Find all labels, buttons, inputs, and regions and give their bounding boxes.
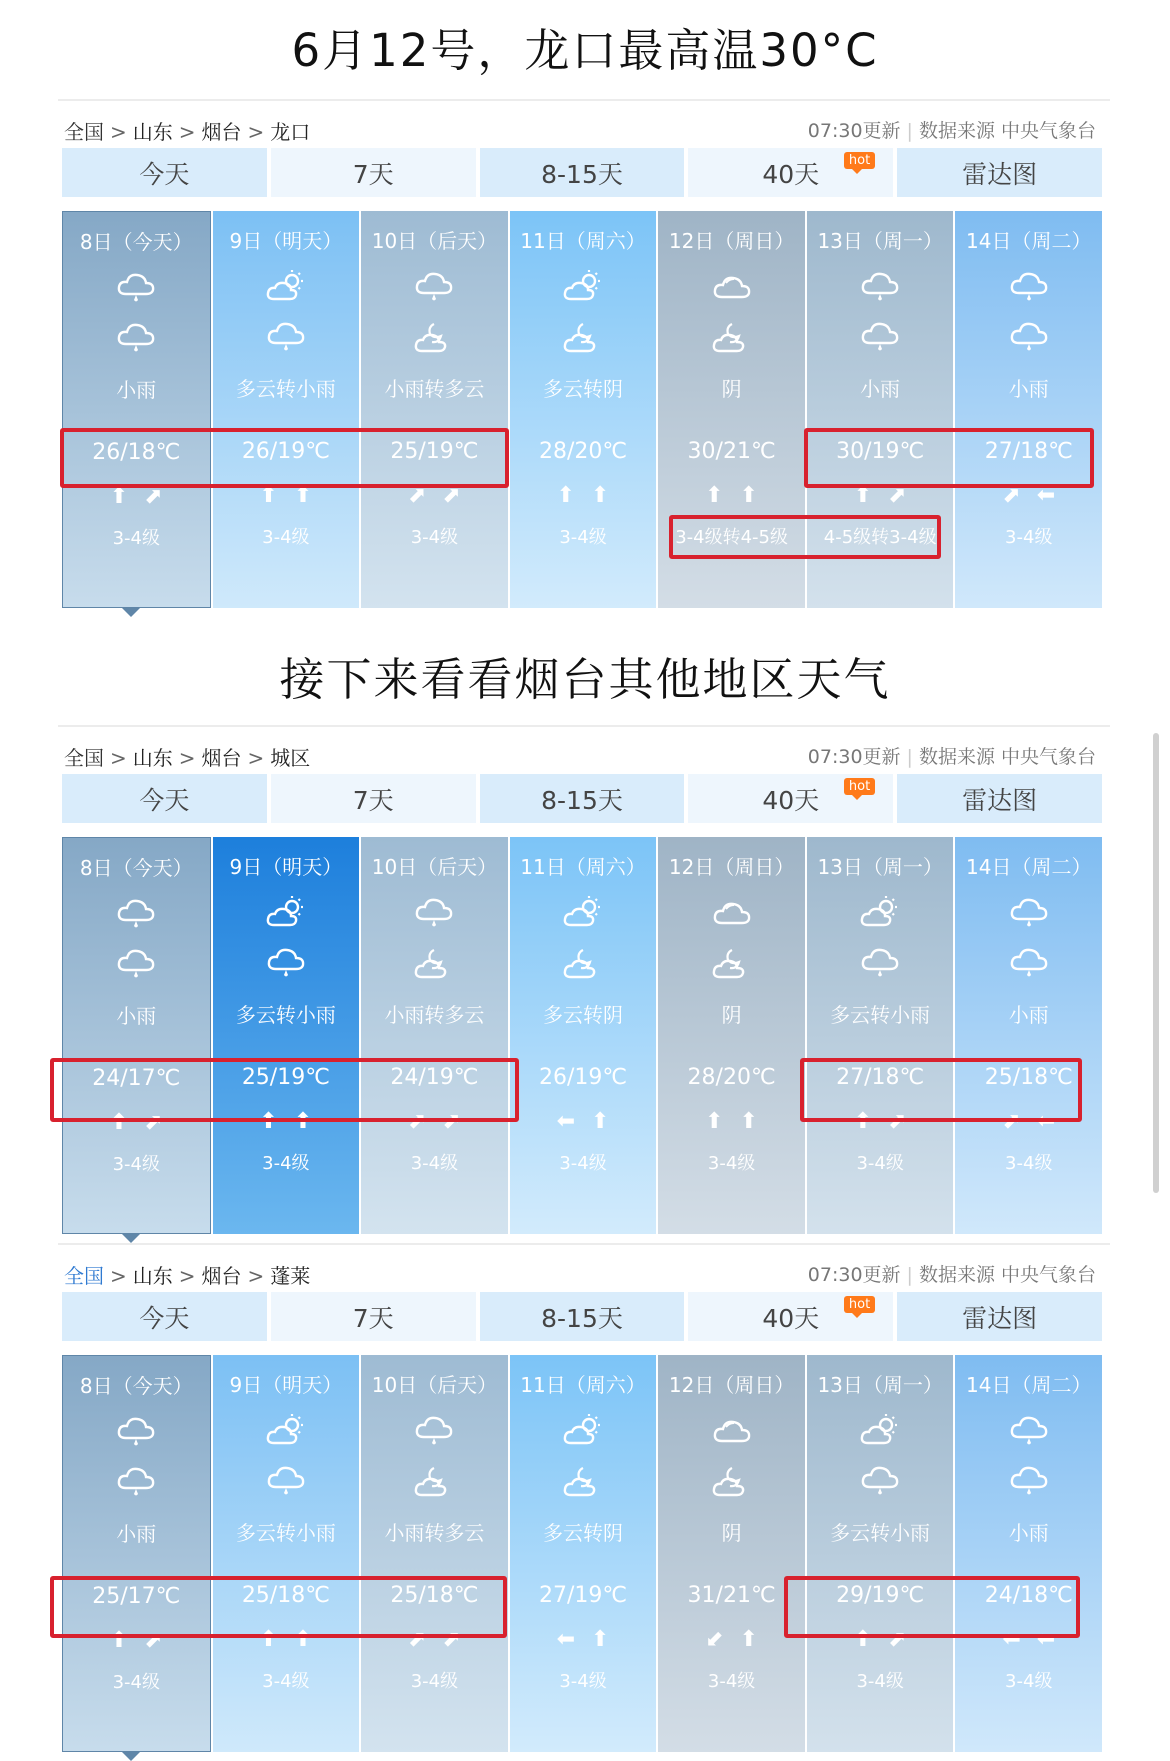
- wind-direction-icon: ⬆⬆: [705, 483, 775, 508]
- breadcrumb-row: [62, 100, 1102, 148]
- weather-description: 小雨: [1008, 1003, 1049, 1027]
- weather-description: 小雨: [860, 377, 901, 401]
- tab-item[interactable]: [271, 148, 476, 197]
- day-card[interactable]: [955, 837, 1102, 1234]
- temperature-range: 25/18℃: [984, 1065, 1073, 1090]
- breadcrumb-item[interactable]: 烟台: [201, 120, 242, 144]
- day-date: 9日（明天）: [229, 1373, 343, 1397]
- partly-cloudy-icon: [264, 895, 308, 931]
- breadcrumb-row: [62, 726, 1102, 774]
- tab-label: 40天: [762, 159, 820, 189]
- rain-cloud-icon: [264, 319, 308, 355]
- day-card[interactable]: [658, 1355, 805, 1752]
- tab-item[interactable]: [62, 774, 267, 823]
- rain-cloud-icon: [858, 945, 902, 981]
- tab-label: 7天: [352, 159, 394, 189]
- temperature-range: 25/17℃: [92, 1584, 181, 1609]
- forecast-tabs: [62, 1292, 1102, 1341]
- rain-cloud-icon: [858, 1463, 902, 1499]
- rain-cloud-icon: [1007, 895, 1051, 931]
- rain-cloud-icon: [114, 1464, 158, 1500]
- temperature-range: 28/20℃: [687, 1065, 776, 1090]
- wind-level: 3-4级: [112, 1154, 160, 1175]
- rain-cloud-icon: [1007, 319, 1051, 355]
- day-date: 12日（周日）: [668, 855, 795, 879]
- temperature-range: 24/17℃: [92, 1066, 181, 1091]
- wind-direction-icon: ⬈⬈: [408, 1627, 477, 1652]
- wind-direction-icon: ⬆⬆: [259, 1109, 329, 1134]
- wind-level: 3-4级: [262, 1671, 310, 1692]
- breadcrumb: [64, 1260, 310, 1289]
- day-date: 13日（周一）: [817, 1373, 943, 1397]
- temperature-range: 25/19℃: [390, 439, 479, 464]
- wind-level: 3-4级: [559, 1153, 607, 1174]
- breadcrumb-separator: >: [247, 746, 265, 770]
- weather-description: 多云转小雨: [830, 1521, 931, 1545]
- wind-level: 3-4级: [856, 1153, 904, 1174]
- temperature-range: 26/19℃: [241, 439, 330, 464]
- night-cloudy-icon: [412, 1463, 456, 1499]
- headline-middle: 接下来看看烟台其他地区天气: [279, 653, 891, 706]
- breadcrumb: [64, 742, 310, 771]
- day-date: 8日（今天）: [79, 1374, 193, 1398]
- tab-item[interactable]: [271, 774, 476, 823]
- rain-cloud-icon: [1007, 1413, 1051, 1449]
- wind-level: 3-4级: [410, 1153, 459, 1174]
- tab-item[interactable]: [897, 1292, 1102, 1341]
- rain-cloud-icon: [114, 1414, 158, 1450]
- forecast-tabs: [62, 774, 1102, 823]
- rain-cloud-icon: [412, 895, 456, 931]
- day-date: 10日（后天）: [371, 855, 498, 879]
- rain-cloud-icon: [114, 270, 158, 306]
- wind-level: 3-4级: [262, 1153, 310, 1174]
- tab-item[interactable]: [271, 1292, 476, 1341]
- breadcrumb-separator: >: [178, 746, 196, 770]
- breadcrumb-item[interactable]: 全国: [64, 120, 104, 144]
- wind-direction-icon: ⬈⬅: [1002, 1109, 1072, 1134]
- tab-item[interactable]: [480, 1292, 685, 1341]
- day-date: 8日（今天）: [79, 230, 193, 254]
- day-card[interactable]: [62, 837, 211, 1234]
- day-date: 9日（明天）: [229, 229, 343, 253]
- temperature-range: 27/19℃: [538, 1583, 628, 1608]
- divider: |: [906, 1264, 913, 1286]
- wind-level: 4-5级转3-4级: [823, 527, 937, 548]
- day-date: 13日（周一）: [817, 855, 943, 879]
- wind-direction-icon: ⬆⬆: [705, 1109, 775, 1134]
- forecast-panel: [62, 100, 1102, 608]
- day-date: 14日（周二）: [966, 1373, 1092, 1397]
- temperature-range: 27/18℃: [836, 1065, 925, 1090]
- day-card[interactable]: [62, 211, 211, 608]
- day-date: 10日（后天）: [371, 1373, 498, 1397]
- breadcrumb-separator: >: [110, 746, 127, 770]
- wind-direction-icon: ⬅⬆: [556, 1627, 626, 1652]
- night-cloudy-icon: [561, 1463, 605, 1499]
- highlight-box: [60, 428, 509, 488]
- temperature-range: 28/20℃: [538, 439, 628, 464]
- temperature-range: 26/19℃: [538, 1065, 628, 1090]
- temperature-range: 25/18℃: [241, 1583, 330, 1608]
- update-time: 07:30更新: [807, 746, 901, 768]
- forecast-panel: [62, 726, 1102, 1234]
- night-cloudy-icon: [710, 945, 754, 981]
- day-date: 13日（周一）: [817, 229, 943, 253]
- day-card[interactable]: [510, 837, 657, 1234]
- wind-direction-icon: ⬈⬅: [1002, 483, 1072, 508]
- rain-cloud-icon: [264, 945, 308, 981]
- day-date: 14日（周二）: [966, 229, 1092, 253]
- rain-cloud-icon: [1007, 1463, 1051, 1499]
- temperature-range: 25/19℃: [241, 1065, 330, 1090]
- night-cloudy-icon: [561, 319, 605, 355]
- tab-label: 40天: [762, 785, 820, 815]
- weather-description: 小雨: [116, 1004, 157, 1028]
- wind-level: 3-4级: [707, 1153, 756, 1174]
- temperature-range: 31/21℃: [687, 1583, 776, 1608]
- wind-level: 3-4级: [262, 527, 310, 548]
- temperature-range: 26/18℃: [92, 440, 181, 465]
- wind-direction-icon: ⬅⬅: [1002, 1627, 1072, 1652]
- wind-level: 3-4级: [1005, 527, 1053, 548]
- headline-top: 6月12号，龙口最高温30°C: [291, 24, 879, 77]
- wind-direction-icon: ⬅⬆: [556, 1109, 626, 1134]
- breadcrumb-separator: >: [247, 1264, 265, 1288]
- partly-cloudy-icon: [561, 1413, 605, 1449]
- weather-description: 多云转阴: [543, 377, 624, 401]
- wind-level: 3-4级: [112, 528, 160, 549]
- rain-cloud-icon: [858, 269, 902, 305]
- data-source: 数据来源 中央气象台: [918, 1264, 1096, 1286]
- tab-label: 今天: [139, 785, 190, 815]
- update-time: 07:30更新: [807, 1264, 901, 1286]
- breadcrumb-item[interactable]: 烟台: [201, 1264, 242, 1288]
- rain-cloud-icon: [1007, 269, 1051, 305]
- breadcrumb-item[interactable]: 山东: [132, 746, 173, 770]
- tab-item[interactable]: [62, 1292, 267, 1341]
- tab-item[interactable]: [897, 148, 1102, 197]
- cloudy-icon: [710, 1413, 754, 1449]
- weather-description: 小雨: [116, 378, 157, 402]
- breadcrumb-item[interactable]: 山东: [132, 1264, 173, 1288]
- update-meta: [808, 116, 1096, 143]
- wind-level: 3-4级: [559, 1671, 607, 1692]
- highlight-box: [800, 1058, 1082, 1122]
- tab-label: 8-15天: [541, 1303, 623, 1333]
- night-cloudy-icon: [710, 1463, 754, 1499]
- wind-direction-icon: ⬆⬈: [109, 1628, 179, 1653]
- day-date: 11日（周六）: [520, 855, 646, 879]
- highlight-box: [804, 428, 1094, 488]
- wind-direction-icon: ⬆⬈: [109, 484, 179, 509]
- update-meta: [808, 1260, 1096, 1287]
- tab-label: 今天: [139, 1303, 190, 1333]
- weather-description: 多云转小雨: [235, 377, 336, 401]
- rain-cloud-icon: [412, 269, 456, 305]
- day-date: 12日（周日）: [668, 229, 795, 253]
- tab-item[interactable]: [688, 774, 893, 823]
- temperature-range: 24/19℃: [390, 1065, 479, 1090]
- tab-label: 今天: [139, 159, 190, 189]
- wind-level: 3-4级: [856, 1671, 904, 1692]
- cloudy-icon: [710, 895, 754, 931]
- breadcrumb-item[interactable]: 全国: [64, 1264, 104, 1288]
- breadcrumb-separator: >: [178, 120, 196, 144]
- day-card[interactable]: [361, 837, 508, 1234]
- day-date: 14日（周二）: [966, 855, 1092, 879]
- breadcrumb-separator: >: [247, 120, 265, 144]
- wind-level: 3-4级: [1005, 1671, 1053, 1692]
- weather-description: 小雨转多云: [384, 1003, 485, 1027]
- update-time: 07:30更新: [807, 120, 901, 142]
- partly-cloudy-icon: [264, 269, 308, 305]
- wind-level: 3-4级: [410, 527, 459, 548]
- day-date: 11日（周六）: [520, 229, 646, 253]
- day-strip: [62, 1355, 1102, 1752]
- day-strip: [62, 211, 1102, 608]
- tab-label: 8-15天: [541, 159, 623, 189]
- update-meta: [808, 742, 1096, 769]
- tab-label: 雷达图: [962, 785, 1038, 815]
- rain-cloud-icon: [264, 1463, 308, 1499]
- wind-level: 3-4级: [559, 527, 607, 548]
- data-source: 数据来源 中央气象台: [918, 746, 1096, 768]
- day-card[interactable]: [213, 211, 360, 608]
- rain-cloud-icon: [1007, 945, 1051, 981]
- breadcrumb-item[interactable]: 烟台: [201, 746, 242, 770]
- weather-description: 小雨转多云: [384, 377, 485, 401]
- weather-description: 小雨: [1008, 377, 1049, 401]
- hot-badge: hot: [844, 152, 875, 169]
- breadcrumb-item[interactable]: 龙口: [270, 120, 311, 144]
- forecast-panel: [62, 1244, 1102, 1752]
- day-date: 8日（今天）: [79, 856, 193, 880]
- breadcrumb-item[interactable]: 全国: [64, 746, 104, 770]
- wind-direction-icon: ⬆⬆: [259, 483, 329, 508]
- partly-cloudy-icon: [264, 1413, 308, 1449]
- wind-level: 3-4级: [1005, 1153, 1053, 1174]
- forecast-tabs: [62, 148, 1102, 197]
- wind-direction-icon: ⬆⬈: [109, 1110, 179, 1135]
- tab-label: 8-15天: [541, 785, 623, 815]
- weather-description: 多云转小雨: [830, 1003, 931, 1027]
- highlight-box: [50, 1576, 507, 1638]
- wind-direction-icon: ⬈⬈: [408, 483, 477, 508]
- highlight-box: [784, 1576, 1080, 1638]
- day-date: 11日（周六）: [520, 1373, 646, 1397]
- breadcrumb-item[interactable]: 城区: [270, 746, 311, 770]
- weather-description: 多云转小雨: [235, 1521, 336, 1545]
- tab-label: 雷达图: [962, 159, 1038, 189]
- day-card[interactable]: [955, 1355, 1102, 1752]
- rain-cloud-icon: [114, 896, 158, 932]
- day-card[interactable]: [213, 1355, 360, 1752]
- breadcrumb-item[interactable]: 山东: [132, 120, 173, 144]
- breadcrumb-item[interactable]: 蓬莱: [270, 1264, 311, 1288]
- day-card[interactable]: [807, 837, 954, 1234]
- breadcrumb-separator: >: [110, 1264, 127, 1288]
- breadcrumb-separator: >: [178, 1264, 196, 1288]
- breadcrumb-row: [62, 1244, 1102, 1292]
- day-card[interactable]: [510, 211, 657, 608]
- weather-description: 多云转阴: [543, 1521, 624, 1545]
- weather-description: 小雨: [1008, 1521, 1049, 1545]
- rain-cloud-icon: [114, 320, 158, 356]
- partly-cloudy-icon: [858, 895, 902, 931]
- divider: |: [906, 120, 913, 142]
- day-date: 12日（周日）: [668, 1373, 795, 1397]
- day-card[interactable]: [361, 211, 508, 608]
- tab-item[interactable]: [480, 148, 685, 197]
- wind-direction-icon: ⬆⬈: [853, 483, 923, 508]
- selected-pointer-icon: [121, 1233, 141, 1243]
- wind-level: 3-4级: [707, 1671, 756, 1692]
- day-card[interactable]: [955, 211, 1102, 608]
- highlight-box: [50, 1058, 519, 1122]
- temperature-range: 24/18℃: [984, 1583, 1073, 1608]
- data-source: 数据来源 中央气象台: [918, 120, 1096, 142]
- tab-label: 40天: [762, 1303, 820, 1333]
- night-cloudy-icon: [412, 945, 456, 981]
- scrollbar[interactable]: [1153, 733, 1159, 1193]
- tab-label: 雷达图: [962, 1303, 1038, 1333]
- wind-direction-icon: ⬆⬈: [853, 1109, 923, 1134]
- tab-item[interactable]: [62, 148, 267, 197]
- day-date: 9日（明天）: [229, 855, 343, 879]
- night-cloudy-icon: [561, 945, 605, 981]
- temperature-range: 27/18℃: [984, 439, 1073, 464]
- tab-item[interactable]: [688, 148, 893, 197]
- wind-direction-icon: ⬆⬆: [259, 1627, 329, 1652]
- tab-label: 7天: [352, 1303, 394, 1333]
- breadcrumb: [64, 116, 310, 145]
- hot-badge: hot: [844, 1296, 875, 1313]
- wind-direction-icon: ⬆⬈: [853, 1627, 923, 1652]
- wind-direction-icon: ⬆⬆: [556, 483, 626, 508]
- rain-cloud-icon: [412, 1413, 456, 1449]
- day-card[interactable]: [807, 1355, 954, 1752]
- rain-cloud-icon: [858, 319, 902, 355]
- wind-direction-icon: ⬈⬈: [408, 1109, 477, 1134]
- partly-cloudy-icon: [858, 1413, 902, 1449]
- wind-level: 3-4级: [112, 1672, 160, 1693]
- day-strip: [62, 837, 1102, 1234]
- day-card[interactable]: [62, 1355, 211, 1752]
- wind-direction-icon: ⬋⬆: [705, 1627, 775, 1652]
- tab-item[interactable]: [480, 774, 685, 823]
- wind-level: 3-4级: [410, 1671, 459, 1692]
- breadcrumb-separator: >: [110, 120, 127, 144]
- highlight-box: [669, 515, 941, 559]
- night-cloudy-icon: [710, 319, 754, 355]
- temperature-range: 29/19℃: [836, 1583, 925, 1608]
- tab-item[interactable]: [897, 774, 1102, 823]
- cloudy-icon: [710, 269, 754, 305]
- day-card[interactable]: [213, 837, 360, 1234]
- selected-pointer-icon: [121, 607, 141, 617]
- night-cloudy-icon: [412, 319, 456, 355]
- tab-item[interactable]: [688, 1292, 893, 1341]
- weather-description: 小雨转多云: [384, 1521, 485, 1545]
- weather-description: 多云转小雨: [235, 1003, 336, 1027]
- temperature-range: 25/18℃: [390, 1583, 479, 1608]
- tab-label: 7天: [352, 785, 394, 815]
- weather-description: 多云转阴: [543, 1003, 624, 1027]
- day-card[interactable]: [361, 1355, 508, 1752]
- hot-badge: hot: [844, 778, 875, 795]
- day-date: 10日（后天）: [371, 229, 498, 253]
- day-card[interactable]: [658, 837, 805, 1234]
- partly-cloudy-icon: [561, 895, 605, 931]
- temperature-range: 30/21℃: [687, 439, 776, 464]
- weather-description: 小雨: [116, 1522, 157, 1546]
- weather-description: 阴: [721, 1521, 742, 1545]
- weather-description: 阴: [721, 377, 742, 401]
- rain-cloud-icon: [114, 946, 158, 982]
- day-card[interactable]: [510, 1355, 657, 1752]
- divider: |: [906, 746, 913, 768]
- partly-cloudy-icon: [561, 269, 605, 305]
- wind-level: 3-4级转4-5级: [675, 527, 788, 548]
- weather-description: 阴: [721, 1003, 742, 1027]
- temperature-range: 30/19℃: [836, 439, 925, 464]
